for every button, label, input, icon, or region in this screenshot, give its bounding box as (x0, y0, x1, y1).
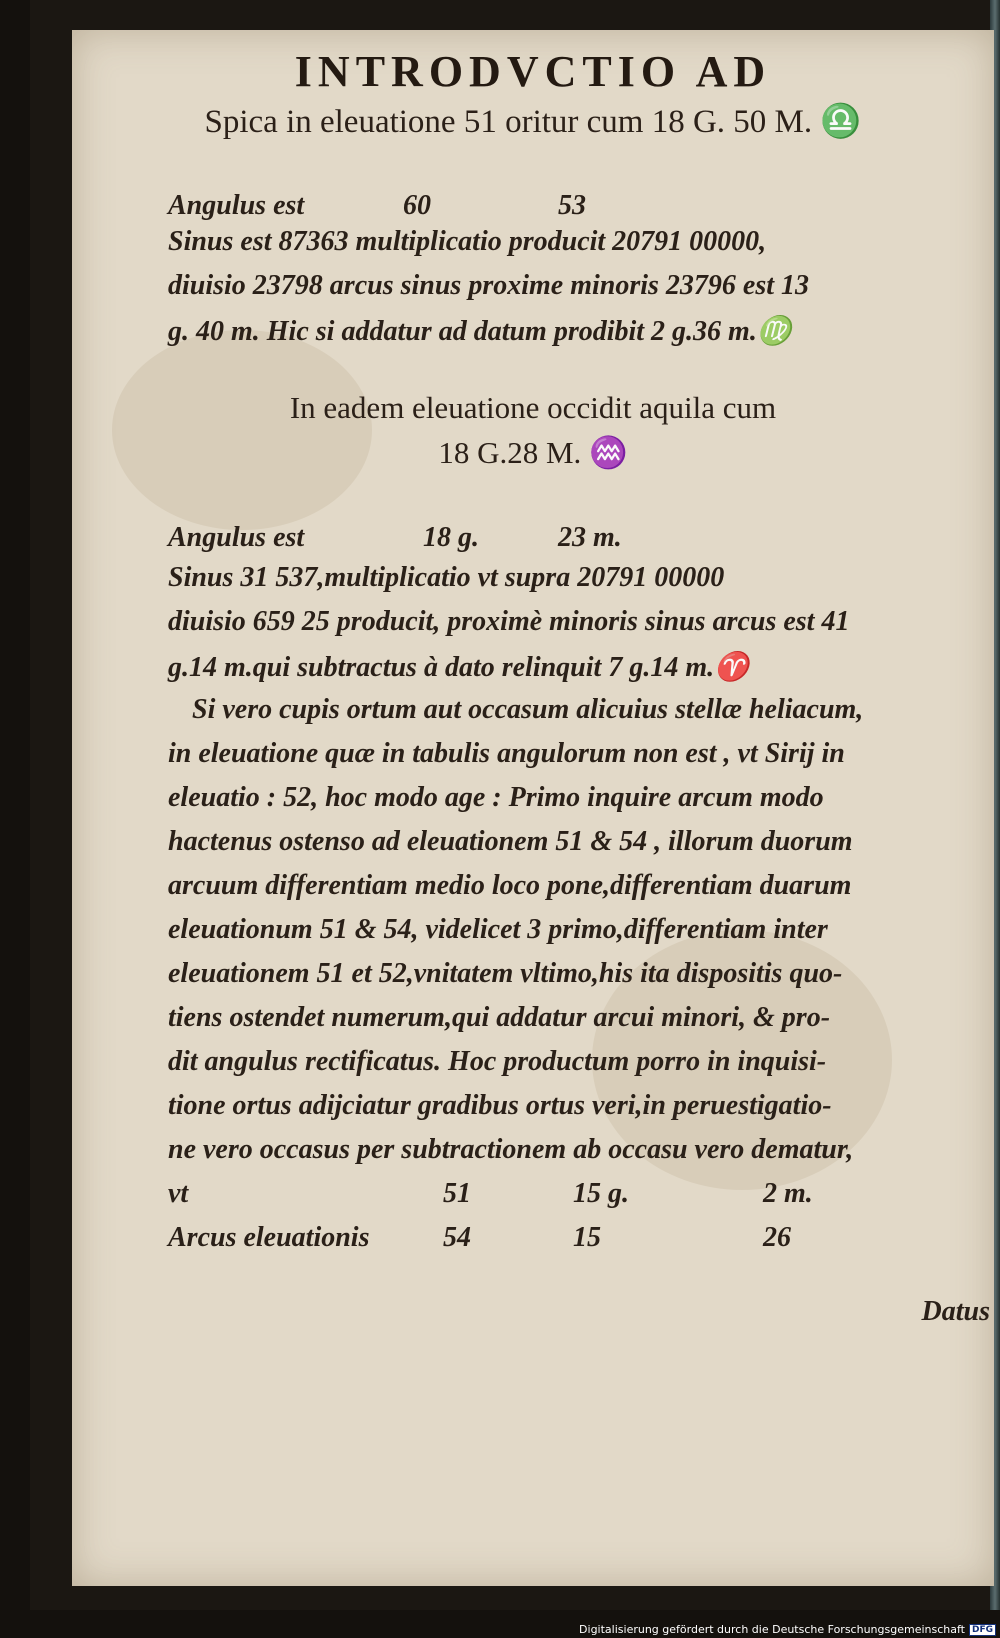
table-cell: 54 (443, 1222, 471, 1253)
angle-label: Angulus est (168, 522, 305, 553)
text-line: diuisio 23798 arcus sinus proxime minoris 23796 est 13 (168, 270, 810, 301)
angle-row (168, 522, 980, 554)
text-line: eleuationem 51 et 52,vnitatem vltimo,his ita dispositis quo- (168, 958, 843, 989)
text-line: tiens ostendet numerum,qui addatur arcui minori, & pro- (168, 1002, 831, 1033)
text-line: in eleuatione quæ in tabulis angulorum non est , vt Sirij in (168, 738, 845, 769)
section-subtitle: Spica in eleuatione 51 oritur cum 18 G. 50 M. ♎ (204, 104, 862, 140)
paper-stain (112, 330, 372, 530)
text-line: eleuationum 51 & 54, videlicet 3 primo,differentiam inter (168, 914, 828, 945)
table-cell: 51 (443, 1178, 471, 1209)
text-line: Sinus est 87363 multiplicatio producit 20791 00000, (168, 226, 767, 257)
text-line: tione ortus adijciatur gradibus ortus veri,in peruestigatio- (168, 1090, 832, 1121)
section-heading-continued: 18 G.28 M. ♒ (438, 435, 628, 470)
text-line: g.14 m.qui subtractus à dato relinquit 7 g.14 m.♈ (168, 652, 749, 683)
table-cell: vt (168, 1178, 189, 1209)
text-line: hactenus ostenso ad eleuationem 51 & 54 , illorum duorum (168, 826, 853, 857)
angle-degrees: 18 g. (423, 522, 479, 553)
text-line: diuisio 659 25 producit, proximè minoris sinus arcus est 41 (168, 606, 850, 637)
text-line: ne vero occasus per subtractionem ab occasu vero dematur, (168, 1134, 854, 1165)
text-line: g. 40 m. Hic si addatur ad datum prodibit 2 g.36 m.♍ (168, 316, 792, 347)
text-line: eleuatio : 52, hoc modo age : Primo inquire arcum modo (168, 782, 824, 813)
table-cell: 15 (573, 1222, 601, 1253)
table-cell: Arcus eleuationis (168, 1222, 370, 1253)
text-line: arcuum differentiam medio loco pone,differentiam duarum (168, 870, 852, 901)
angle-minutes: 23 m. (558, 522, 622, 553)
table-row (168, 1178, 980, 1210)
text-line: Sinus 31 537,multiplicatio vt supra 20791 00000 (168, 562, 725, 593)
angle-label: Angulus est (168, 190, 305, 221)
angle-minutes: 53 (558, 190, 586, 221)
table-cell: 2 m. (763, 1178, 813, 1209)
table-cell: 26 (763, 1222, 791, 1253)
credit-text: Digitalisierung gefördert durch die Deutsche Forschungsgemeinschaft (579, 1623, 965, 1636)
table-row (168, 1222, 980, 1254)
dfg-logo: DFG (969, 1624, 996, 1636)
angle-row (168, 190, 980, 222)
text-line: dit angulus rectificatus. Hoc productum porro in inquisi- (168, 1046, 827, 1077)
book-page (72, 30, 994, 1586)
catchword: Datus (921, 1296, 990, 1327)
running-title: INTRODVCTIO AD (294, 47, 772, 96)
section-heading: In eadem eleuatione occidit aquila cum (289, 390, 777, 425)
paragraph-start: Si vero cupis ortum aut occasum alicuius stellæ heliacum, (192, 694, 864, 725)
digitization-credit (579, 1623, 996, 1636)
angle-degrees: 60 (403, 190, 431, 221)
table-cell: 15 g. (573, 1178, 629, 1209)
